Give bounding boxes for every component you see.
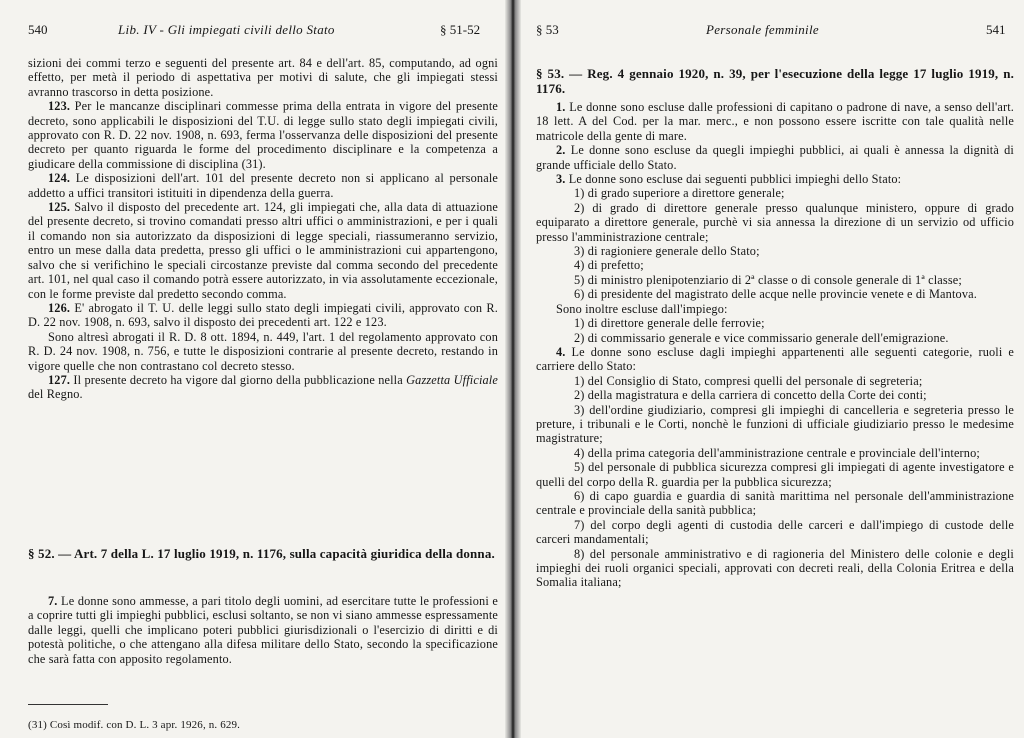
list-item: 1) del Consiglio di Stato, compresi quelli del personale di segreteria; [574,373,923,388]
list-item: 5) di ministro plenipotenziario di 2ª classe o di console generale di 1ª classe; [574,272,962,287]
article-125: 125. Salvo il disposto del precedente art. 124, gli impiegati che, alla data di attuazione del presente decreto, si trovino comandati presso altri uffici o amministrazioni, e per i quali il comando non sia autorizzato da disposizioni di legge speciali, riassumeranno servizio, entro un mese dalla data predetta, presso gli uffici o le amministrazioni cui appartengono, salvo che si verifichino le speciali circostanze previste dal comma secondo del precedente art. 101, nel qual caso il comando potrà essere autorizzato, in via assolutamente eccezionale, con le forme previste dal predetto secondo comma. [28,200,498,301]
running-head-left: Lib. IV - Gli impiegati civili dello Stato [118,22,335,37]
section-ref-left: § 51-52 [440,22,481,37]
list-item: 2) di commissario generale e vice commissario generale dell'emigrazione. [574,330,949,345]
item-4: 4. Le donne sono escluse dagli impieghi appartenenti alle seguenti categorie, ruoli e carriere dello Stato: [536,344,1014,374]
excluded-intro: Sono inoltre escluse dall'impiego: [556,301,728,316]
item-3: 3. Le donne sono escluse dai seguenti pubblici impieghi dello Stato: [556,172,902,187]
list-item: 3) di ragioniere generale dello Stato; [574,244,760,259]
footnote-rule [28,704,108,705]
article-127: 127. Il presente decreto ha vigore dal giorno della pubblicazione nella Gazzetta Ufficiale del Regno. [28,372,498,402]
paragraph: Sono altresì abrogati il R. D. 8 ott. 1894, n. 449, l'art. 1 del regolamento approvato con R. D. 24 nov. 1908, n. 756, e tutte le disposizioni contrarie al presente decreto, restando in vigore quelle che non contrastano col decreto stesso. [28,329,498,373]
footnote: (31) Così modif. con D. L. 3 apr. 1926, n. 629. [28,719,241,731]
list-item: 2) di grado di direttore generale presso qualunque ministero, oppure di grado equiparato a direttore generale, purchè vi sia annessa la direzione di un servizio od ufficio presso l'amministrazione centrale; [536,200,1014,244]
list-item: 5) del personale di pubblica sicurezza compresi gli impiegati di agente investigatore e quelli del corpo della R. guardia per la pubblica sicurezza; [536,460,1014,489]
list-item: 6) di capo guardia e guardia di sanità marittima nel personale dell'amministrazione centrale e provinciale della sanità pubblica; [536,488,1014,518]
list-item: 3) dell'ordine giudiziario, compresi gli impieghi di cancelleria e segreteria presso le preture, i tribunali e le Corti, nonchè le funzioni di ufficiale giudiziario presso le medesime magistrature; [536,402,1014,446]
right-page [516,0,1024,738]
section-ref-right: § 53 [536,22,559,37]
running-head-right: Personale femminile [706,22,819,37]
article-126: 126. E' abrogato il T. U. delle leggi sullo stato degli impiegati civili, approvato con R. D. 22 nov. 1908, n. 693, salvo il disposto dei precedenti art. 122 e 123. [28,300,498,330]
list-item: 1) di direttore generale delle ferrovie; [574,316,765,331]
paragraph: sizioni dei commi terzo e seguenti del presente art. 84 e dell'art. 85, computando, ad ogni effetto, per metà il periodo di aspettativa per motivi di salute, che gli impiegati stessi avranno trascorso in detta posizione. [28,56,498,99]
article-123: 123. Per le mancanze disciplinari commesse prima della entrata in vigore del presente decreto, sono applicabili le disposizioni del T.U. di legge sullo stato degli impiegati civili, approvato con R. D. 22 nov. 1908, n. 693, ferma l'osservanza delle disposizioni del presente decreto per quanto riguarda le forme del procedimento disciplinare e la competenza a giudicare della commissione di disciplina (31). [28,99,498,171]
item-2: 2. Le donne sono escluse da quegli impieghi pubblici, ai quali è annessa la dignità di grande ufficiale dello Stato. [536,143,1014,172]
right-body [536,100,1014,590]
list-item: 8) del personale amministrativo e di ragioneria del Ministero delle colonie e degli impieghi dei ruoli organici speciali, approvati con decreti reali, della Colonia Eritrea e della Somalia italiana; [536,546,1014,590]
left-body [28,56,498,402]
left-page [0,0,510,738]
list-item: 1) di grado superiore a direttore generale; [574,186,785,201]
article-7: 7. Le donne sono ammesse, a pari titolo degli uomini, ad esercitare tutte le professioni e a coprire tutti gli impieghi pubblici, esclusi soltanto, se non vi siano ammesse espressamente dalle leggi, quelli che implicano poteri pubblici giurisdizionali o l'esercizio di diritti e di potestà politiche, o che attengano alla difesa militare dello Stato, secondo la specificazione che sarà fatta con apposito regolamento. [28,594,499,666]
list-item: 4) di prefetto; [574,258,644,273]
page-number-right: 541 [986,22,1006,37]
article-124: 124. Le disposizioni dell'art. 101 del presente decreto non si applicano al personale addetto a uffici transitori istituiti in dipendenza della guerra. [28,171,498,200]
item-1: 1. Le donne sono escluse dalle professioni di capitano o padrone di nave, a senso dell'art. 18 lett. A del Cod. per la mar. merc., e non possono essere iscritte con tale qualità nelle matricole della gente di mare. [536,100,1014,143]
list-item: 7) del corpo degli agenti di custodia delle carceri e dall'impiego di custode delle carceri mandamentali; [536,517,1014,547]
page-number-left: 540 [28,22,48,37]
section-53-title: § 53. — Reg. 4 gennaio 1920, n. 39, per l'esecuzione della legge 17 luglio 1919, n. 1176. [536,66,1014,96]
gazette-name: Gazzetta Ufficiale [406,372,498,387]
list-item: 6) di presidente del magistrato delle acque nelle provincie venete e di Mantova. [574,287,977,302]
section-52-title: § 52. — Art. 7 della L. 17 luglio 1919, n. 1176, sulla capacità giuridica della donna. [28,546,495,561]
list-item: 2) della magistratura e della carriera di concetto della Corte dei conti; [574,388,927,403]
list-item: 4) della prima categoria dell'amministrazione centrale e provinciale dell'interno; [574,445,980,460]
